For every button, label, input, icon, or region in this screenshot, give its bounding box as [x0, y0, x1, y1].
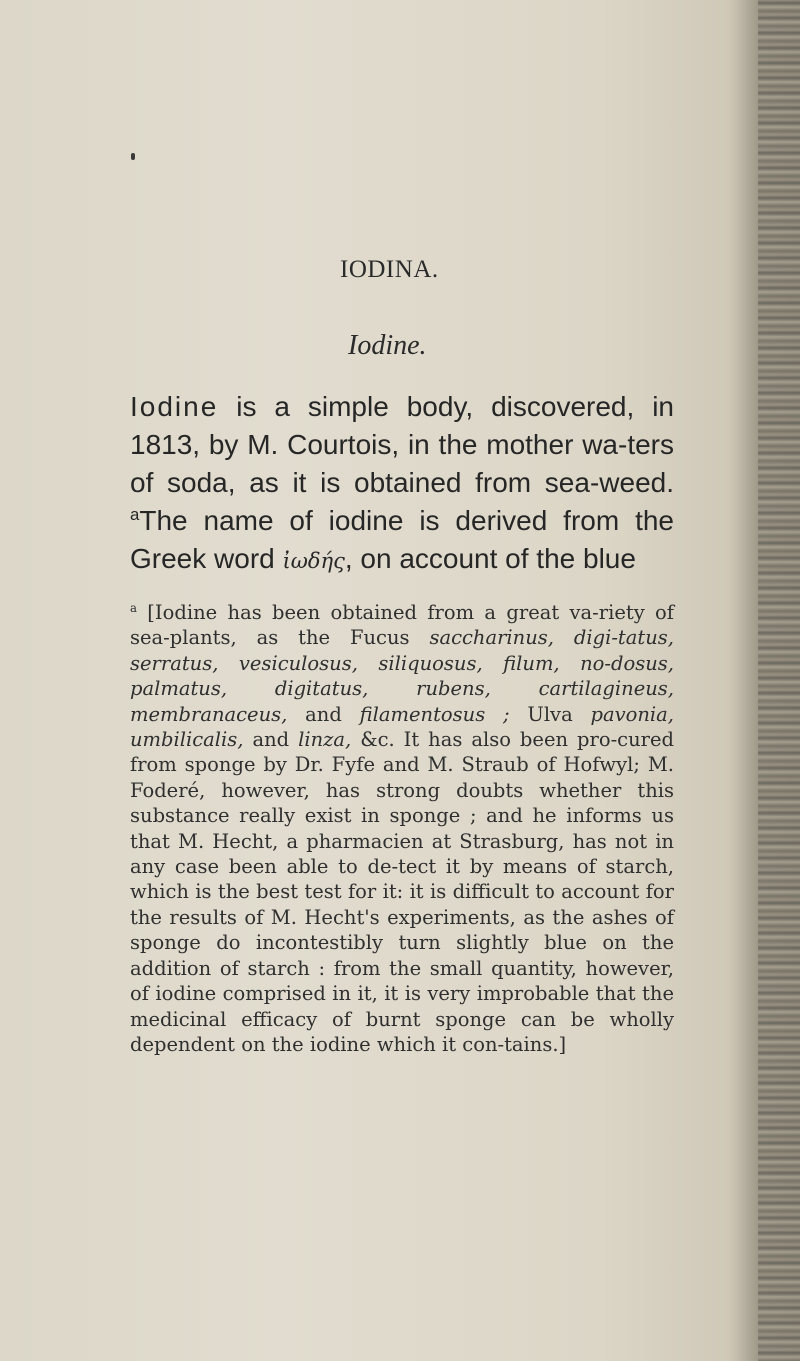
main-text-2: The name of iodine is derived from the Greek word	[130, 505, 674, 574]
greek-word: ἰωδής	[282, 549, 345, 573]
main-text-3: , on account of the blue	[344, 543, 636, 574]
footnote-text-3: Ulva	[509, 702, 591, 726]
footnote-italic-1: saccharinus, digi-tatus, serratus, vesiculosus, siliquosus, filum, no-dosus, palmatus, digitatus, rubens, cartilagineus, membranaceus,	[130, 626, 674, 726]
footnote-text-5: &c. It has also been pro-cured from sponge by Dr. Fyfe and M. Straub of Hofwyl; M. Foderé, however, has strong doubts whether this substance really exist in sponge ; and he informs us that M. Hecht, a pharmacien at Strasburg, has not in any case been able to de-tect it by means of starch, which is the best test for it: it is difficult to account for the results of M. Hecht's experiments, as the ashes of sponge do incontestibly turn slightly blue on the addition of starch : from the small quantity, however, of iodine comprised in it, it is very improbable that the medicinal efficacy of burnt sponge can be wholly dependent on the iodine which it con-tains.]	[130, 728, 674, 1056]
footnote-text-1: [Iodine has been obtained from a great va-riety of sea-plants, as the Fucus	[130, 601, 674, 650]
footnote	[130, 600, 674, 1057]
page-gutter-shadow	[728, 0, 758, 1361]
section-subtitle: Iodine.	[348, 330, 427, 361]
book-spine-edge	[758, 0, 800, 1361]
footnote-text-2: and	[287, 702, 360, 726]
footnote-marker: a	[130, 600, 137, 615]
ink-speck	[131, 153, 135, 160]
footnote-italic-3: pavonia, umbilicalis,	[130, 702, 674, 752]
main-text-1: is a simple body, discovered, in 1813, by M. Courtois, in the mother wa-ters of soda, as it is obtained from sea-weed.	[130, 391, 674, 498]
footnote-italic-4: linza,	[298, 728, 352, 752]
footnote-italic-2: filamentosus ;	[359, 702, 510, 726]
page-title: IODINA.	[340, 256, 439, 283]
main-paragraph	[130, 388, 674, 580]
lead-word: Iodine	[130, 391, 219, 422]
note-marker: a	[130, 504, 140, 524]
footnote-text-4: and	[243, 728, 299, 752]
